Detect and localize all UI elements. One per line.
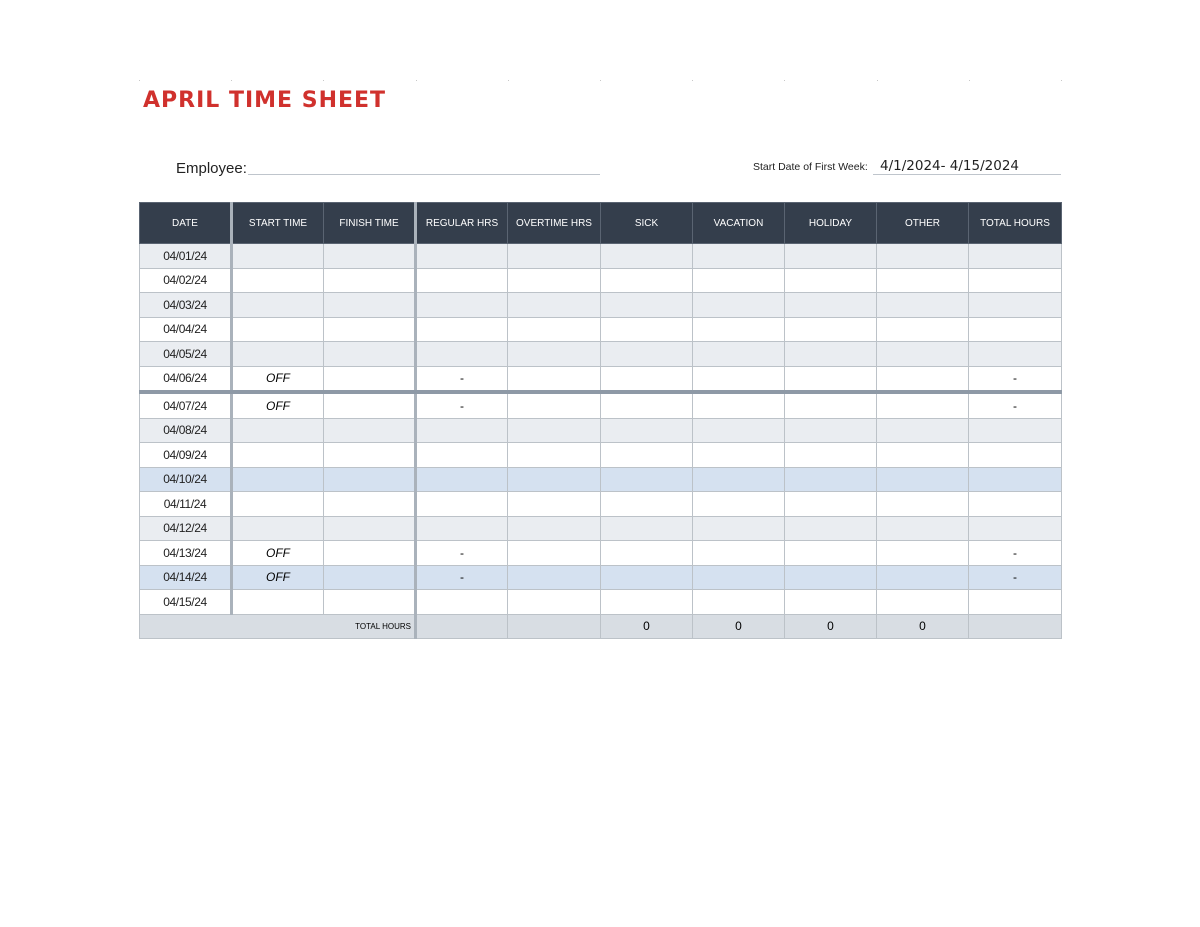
totals-row — [140, 614, 1062, 639]
sick-cell[interactable] — [601, 366, 693, 392]
holiday-cell[interactable] — [785, 342, 877, 367]
guide-dot — [784, 80, 785, 81]
start-date-underline — [873, 174, 1061, 175]
guide-dot — [508, 80, 509, 81]
table-row — [140, 293, 1062, 318]
start-time-cell[interactable] — [232, 342, 324, 367]
col-header-holiday: HOLIDAY — [785, 203, 877, 244]
other-cell[interactable] — [877, 392, 969, 418]
finish-time-cell[interactable] — [324, 342, 416, 367]
vacation-cell[interactable] — [693, 244, 785, 269]
other-cell[interactable] — [877, 293, 969, 318]
other-cell[interactable] — [877, 317, 969, 342]
holiday-cell[interactable] — [785, 293, 877, 318]
other-cell[interactable] — [877, 565, 969, 590]
start-date-value[interactable]: 4/1/2024- 4/15/2024 — [880, 158, 1020, 174]
guide-dot — [877, 80, 878, 81]
date-cell: 04/03/24 — [140, 293, 232, 318]
holiday-cell[interactable] — [785, 467, 877, 492]
other-cell[interactable] — [877, 443, 969, 468]
regular-hrs-cell[interactable] — [416, 443, 508, 468]
vacation-cell[interactable] — [693, 366, 785, 392]
overtime-hrs-cell[interactable] — [508, 590, 601, 615]
header-row — [140, 203, 1062, 244]
finish-time-cell[interactable] — [324, 392, 416, 418]
start-time-cell[interactable] — [232, 443, 324, 468]
sick-cell[interactable] — [601, 590, 693, 615]
overtime-hrs-cell[interactable] — [508, 392, 601, 418]
date-cell: 04/13/24 — [140, 541, 232, 566]
start-time-cell[interactable]: OFF — [232, 392, 324, 418]
total-overtime-cell — [508, 614, 601, 639]
date-cell: 04/04/24 — [140, 317, 232, 342]
total-hours-row-cell: - — [969, 541, 1062, 566]
start-time-cell[interactable] — [232, 467, 324, 492]
holiday-cell[interactable] — [785, 244, 877, 269]
finish-time-cell[interactable] — [324, 418, 416, 443]
total-hours-row-cell — [969, 317, 1062, 342]
col-header-sick: SICK — [601, 203, 693, 244]
overtime-hrs-cell[interactable] — [508, 467, 601, 492]
table-row — [140, 342, 1062, 367]
finish-time-cell[interactable] — [324, 541, 416, 566]
col-header-vacation: VACATION — [693, 203, 785, 244]
holiday-cell[interactable] — [785, 443, 877, 468]
page-title: APRIL TIME SHEET — [143, 88, 387, 113]
col-header-total-hours: TOTAL HOURS — [969, 203, 1062, 244]
overtime-hrs-cell[interactable] — [508, 492, 601, 517]
finish-time-cell[interactable] — [324, 590, 416, 615]
sick-cell[interactable] — [601, 492, 693, 517]
overtime-hrs-cell[interactable] — [508, 293, 601, 318]
table-row — [140, 317, 1062, 342]
other-cell[interactable] — [877, 268, 969, 293]
other-cell[interactable] — [877, 541, 969, 566]
vacation-cell[interactable] — [693, 418, 785, 443]
overtime-hrs-cell[interactable] — [508, 244, 601, 269]
regular-hrs-cell[interactable] — [416, 418, 508, 443]
holiday-cell[interactable] — [785, 392, 877, 418]
finish-time-cell[interactable] — [324, 492, 416, 517]
regular-hrs-cell[interactable]: - — [416, 366, 508, 392]
sick-cell[interactable] — [601, 467, 693, 492]
overtime-hrs-cell[interactable] — [508, 443, 601, 468]
total-hours-row-cell — [969, 268, 1062, 293]
other-cell[interactable] — [877, 467, 969, 492]
other-cell[interactable] — [877, 492, 969, 517]
vacation-cell[interactable] — [693, 565, 785, 590]
holiday-cell[interactable] — [785, 317, 877, 342]
start-time-cell[interactable] — [232, 418, 324, 443]
finish-time-cell[interactable] — [324, 293, 416, 318]
finish-time-cell[interactable] — [324, 516, 416, 541]
guide-dot — [1061, 80, 1062, 81]
table-row — [140, 492, 1062, 517]
sick-cell[interactable] — [601, 516, 693, 541]
sick-cell[interactable] — [601, 342, 693, 367]
guide-dot — [969, 80, 970, 81]
total-hours-row-cell — [969, 590, 1062, 615]
date-cell: 04/05/24 — [140, 342, 232, 367]
total-holiday-cell: 0 — [785, 614, 877, 639]
table-row — [140, 443, 1062, 468]
other-cell[interactable] — [877, 516, 969, 541]
finish-time-cell[interactable] — [324, 565, 416, 590]
total-regular-cell — [416, 614, 508, 639]
vacation-cell[interactable] — [693, 443, 785, 468]
total-vacation-cell: 0 — [693, 614, 785, 639]
guide-dot — [692, 80, 693, 81]
total-other-cell: 0 — [877, 614, 969, 639]
guide-dot — [600, 80, 601, 81]
table-row — [140, 244, 1062, 269]
overtime-hrs-cell[interactable] — [508, 366, 601, 392]
vacation-cell[interactable] — [693, 268, 785, 293]
holiday-cell[interactable] — [785, 492, 877, 517]
total-hours-row-cell — [969, 293, 1062, 318]
date-cell: 04/02/24 — [140, 268, 232, 293]
start-date-label: Start Date of First Week: — [753, 161, 868, 173]
total-hours-row-cell — [969, 516, 1062, 541]
holiday-cell[interactable] — [785, 418, 877, 443]
employee-label: Employee: — [176, 160, 247, 177]
col-header-start-time: START TIME — [232, 203, 324, 244]
regular-hrs-cell[interactable]: - — [416, 541, 508, 566]
overtime-hrs-cell[interactable] — [508, 342, 601, 367]
guide-dot — [416, 80, 417, 81]
col-header-overtime-hrs: OVERTIME HRS — [508, 203, 601, 244]
other-cell[interactable] — [877, 244, 969, 269]
vacation-cell[interactable] — [693, 342, 785, 367]
guide-dot — [139, 80, 140, 81]
table-row — [140, 467, 1062, 492]
other-cell[interactable] — [877, 342, 969, 367]
date-cell: 04/06/24 — [140, 366, 232, 392]
sick-cell[interactable] — [601, 268, 693, 293]
table-row — [140, 565, 1062, 590]
start-time-cell[interactable] — [232, 293, 324, 318]
total-sick-cell: 0 — [601, 614, 693, 639]
table-row — [140, 590, 1062, 615]
regular-hrs-cell[interactable] — [416, 492, 508, 517]
col-header-date: DATE — [140, 203, 232, 244]
other-cell[interactable] — [877, 366, 969, 392]
vacation-cell[interactable] — [693, 516, 785, 541]
total-hours-row-cell: - — [969, 565, 1062, 590]
overtime-hrs-cell[interactable] — [508, 541, 601, 566]
table-row — [140, 418, 1062, 443]
table-row — [140, 366, 1062, 392]
date-cell: 04/07/24 — [140, 392, 232, 418]
sick-cell[interactable] — [601, 443, 693, 468]
total-hours-row-cell — [969, 244, 1062, 269]
holiday-cell[interactable] — [785, 590, 877, 615]
totals-label: TOTAL HOURS — [140, 614, 416, 639]
regular-hrs-cell[interactable]: - — [416, 392, 508, 418]
total-hours-row-cell — [969, 492, 1062, 517]
table-row — [140, 268, 1062, 293]
start-time-cell[interactable] — [232, 492, 324, 517]
overtime-hrs-cell[interactable] — [508, 268, 601, 293]
sick-cell[interactable] — [601, 293, 693, 318]
holiday-cell[interactable] — [785, 268, 877, 293]
holiday-cell[interactable] — [785, 541, 877, 566]
overtime-hrs-cell[interactable] — [508, 516, 601, 541]
vacation-cell[interactable] — [693, 541, 785, 566]
finish-time-cell[interactable] — [324, 317, 416, 342]
total-hours-row-cell — [969, 443, 1062, 468]
regular-hrs-cell[interactable] — [416, 467, 508, 492]
holiday-cell[interactable] — [785, 565, 877, 590]
sick-cell[interactable] — [601, 541, 693, 566]
holiday-cell[interactable] — [785, 366, 877, 392]
date-cell: 04/08/24 — [140, 418, 232, 443]
sick-cell[interactable] — [601, 565, 693, 590]
date-cell: 04/10/24 — [140, 467, 232, 492]
timesheet-table — [139, 202, 1062, 639]
date-cell: 04/15/24 — [140, 590, 232, 615]
other-cell[interactable] — [877, 590, 969, 615]
regular-hrs-cell[interactable] — [416, 516, 508, 541]
regular-hrs-cell[interactable] — [416, 244, 508, 269]
overtime-hrs-cell[interactable] — [508, 565, 601, 590]
table-row — [140, 392, 1062, 418]
finish-time-cell[interactable] — [324, 268, 416, 293]
regular-hrs-cell[interactable] — [416, 293, 508, 318]
start-time-cell[interactable] — [232, 268, 324, 293]
date-cell: 04/11/24 — [140, 492, 232, 517]
regular-hrs-cell[interactable]: - — [416, 565, 508, 590]
overtime-hrs-cell[interactable] — [508, 418, 601, 443]
vacation-cell[interactable] — [693, 392, 785, 418]
total-hours-row-cell — [969, 418, 1062, 443]
regular-hrs-cell[interactable] — [416, 317, 508, 342]
date-cell: 04/14/24 — [140, 565, 232, 590]
start-time-cell[interactable] — [232, 317, 324, 342]
top-dotted-guide — [139, 80, 1061, 81]
start-time-cell[interactable]: OFF — [232, 541, 324, 566]
guide-dot — [323, 80, 324, 81]
col-header-other: OTHER — [877, 203, 969, 244]
start-time-cell[interactable]: OFF — [232, 366, 324, 392]
start-time-cell[interactable]: OFF — [232, 565, 324, 590]
col-header-finish-time: FINISH TIME — [324, 203, 416, 244]
sick-cell[interactable] — [601, 392, 693, 418]
vacation-cell[interactable] — [693, 492, 785, 517]
sick-cell[interactable] — [601, 317, 693, 342]
start-time-cell[interactable] — [232, 244, 324, 269]
col-header-regular-hrs: REGULAR HRS — [416, 203, 508, 244]
total-hours-row-cell — [969, 467, 1062, 492]
other-cell[interactable] — [877, 418, 969, 443]
date-cell: 04/01/24 — [140, 244, 232, 269]
finish-time-cell[interactable] — [324, 244, 416, 269]
start-time-cell[interactable] — [232, 590, 324, 615]
total-hours-cell — [969, 614, 1062, 639]
finish-time-cell[interactable] — [324, 443, 416, 468]
total-hours-row-cell: - — [969, 366, 1062, 392]
table-row — [140, 541, 1062, 566]
start-time-cell[interactable] — [232, 516, 324, 541]
employee-field[interactable] — [248, 174, 600, 175]
date-cell: 04/12/24 — [140, 516, 232, 541]
vacation-cell[interactable] — [693, 293, 785, 318]
finish-time-cell[interactable] — [324, 366, 416, 392]
vacation-cell[interactable] — [693, 467, 785, 492]
regular-hrs-cell[interactable] — [416, 590, 508, 615]
sick-cell[interactable] — [601, 418, 693, 443]
table-row — [140, 516, 1062, 541]
finish-time-cell[interactable] — [324, 467, 416, 492]
vacation-cell[interactable] — [693, 317, 785, 342]
guide-dot — [231, 80, 232, 81]
total-hours-row-cell: - — [969, 392, 1062, 418]
total-hours-row-cell — [969, 342, 1062, 367]
vacation-cell[interactable] — [693, 590, 785, 615]
sick-cell[interactable] — [601, 244, 693, 269]
holiday-cell[interactable] — [785, 516, 877, 541]
regular-hrs-cell[interactable] — [416, 268, 508, 293]
overtime-hrs-cell[interactable] — [508, 317, 601, 342]
date-cell: 04/09/24 — [140, 443, 232, 468]
regular-hrs-cell[interactable] — [416, 342, 508, 367]
